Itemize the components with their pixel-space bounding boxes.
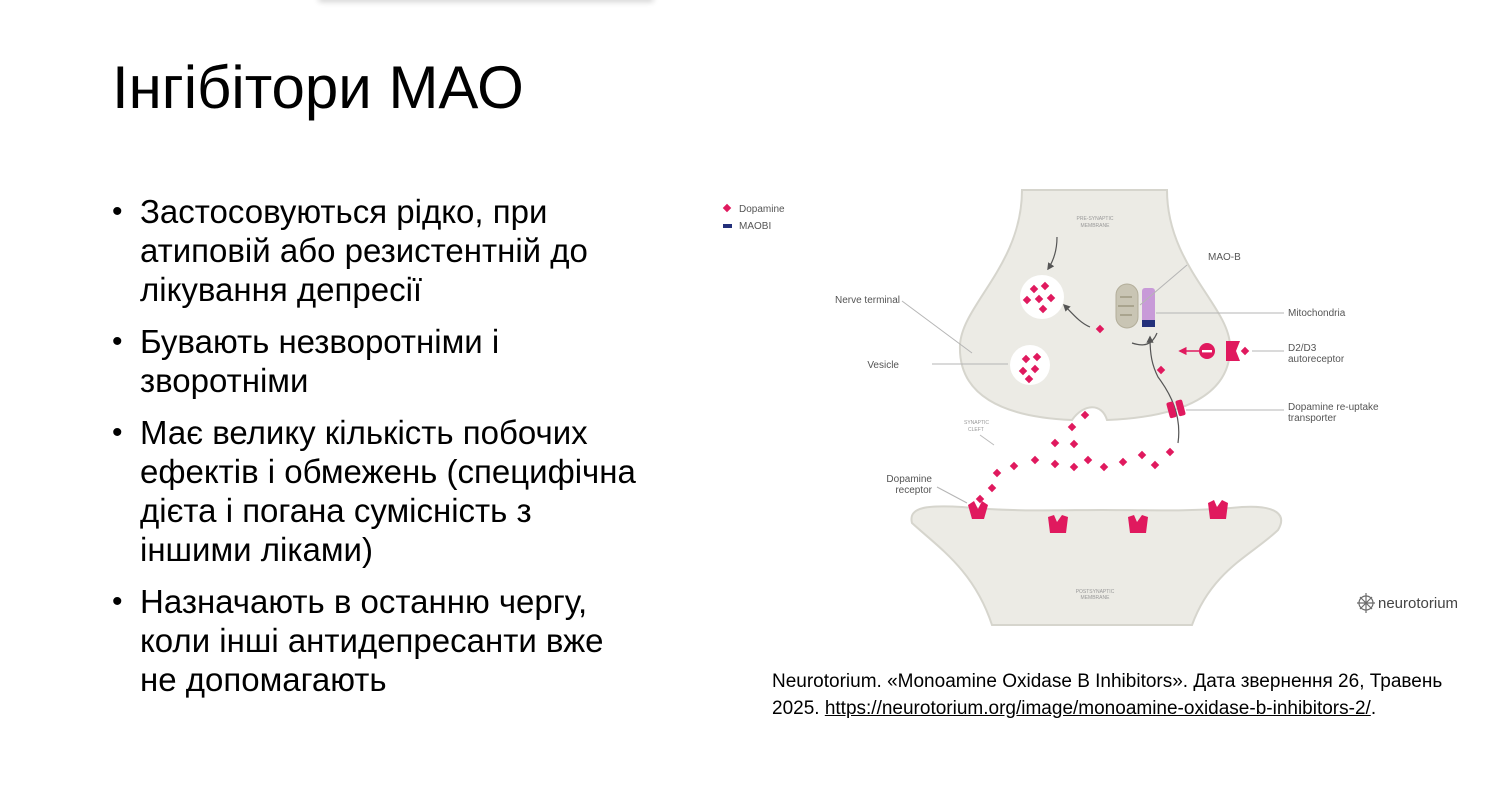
bullet-item [112, 192, 712, 309]
legend-dopamine-label: Dopamine [739, 204, 785, 215]
mao-b-label: MAO-B [1208, 252, 1241, 263]
synaptic-cleft-leader [980, 435, 994, 445]
neurotorium-logo-text: neurotorium [1378, 595, 1459, 612]
bullet-line: ефектів і обмежень (специфічна [140, 453, 636, 490]
bullet-line: дієта і погана сумісність з [140, 492, 532, 529]
citation-year: 2025. [772, 698, 825, 719]
slide-title: Інгібітори МАО [112, 54, 524, 121]
bound-dopamine [1241, 347, 1249, 355]
d2d3-autoreceptor [1226, 341, 1240, 361]
bullet-line: зворотніми [140, 362, 309, 399]
image-citation [772, 668, 1497, 722]
reuptake-label: Dopamine re-uptake [1288, 402, 1379, 413]
citation-link[interactable]: https://neurotorium.org/image/monoamine-oxidase-b-inhibitors-2/ [824, 698, 1371, 719]
bullet-line: Застосовуються рідко, при [140, 193, 548, 230]
dopamine-receptor [1208, 500, 1228, 519]
dopamine-receptor-label: Dopamine [886, 474, 932, 485]
bullet-line: Назначають в останню чергу, [140, 583, 588, 620]
maobi-inhibitor [1142, 320, 1155, 327]
synapse-diagram [712, 185, 1497, 630]
synaptic-cleft-label: CLEFT [968, 427, 984, 433]
bullet-line: Бувають незворотніми і [140, 323, 500, 360]
bullet-dot: • [112, 325, 123, 358]
bullet-item [112, 413, 712, 569]
synaptic-cleft-label: SYNAPTIC [964, 420, 990, 426]
post-synaptic-label: POSTSYNAPTIC [1075, 589, 1115, 595]
citation-end: . [1370, 698, 1377, 719]
nerve-terminal-label: Nerve terminal [834, 295, 900, 306]
neurotorium-logo [1357, 593, 1458, 613]
citation-text: Neurotorium. «Monoamine Oxidase B Inhibitors». Дата звернення 26, Травень [772, 671, 1443, 692]
bullet-list [112, 192, 712, 712]
pre-synaptic-label: PRE-SYNAPTIC [1076, 216, 1114, 222]
d2d3-label: autoreceptor [1288, 354, 1345, 365]
postsynaptic-membrane [911, 506, 1281, 625]
bullet-line: не допомагають [140, 661, 387, 698]
bullet-line: лікування депресії [140, 271, 423, 308]
mitochondria-label: Mitochondria [1288, 308, 1346, 319]
bullet-item [112, 322, 712, 400]
bullet-line: Має велику кількість побочих [140, 414, 588, 451]
legend [723, 204, 785, 232]
bullet-dot: • [112, 195, 123, 228]
maobi-legend-icon [723, 224, 732, 228]
neurotorium-logo-icon [1357, 593, 1375, 613]
bullet-item [112, 582, 712, 699]
bullet-line: іншими ліками) [140, 531, 373, 568]
post-synaptic-label: MEMBRANE [1080, 595, 1110, 601]
pre-synaptic-label: MEMBRANE [1080, 223, 1110, 229]
dopamine-receptor-label: receptor [895, 485, 932, 496]
reuptake-label: transporter [1288, 413, 1337, 424]
bullet-dot: • [112, 585, 123, 618]
vesicle-label: Vesicle [867, 360, 899, 371]
d2d3-label: D2/D3 [1288, 343, 1317, 354]
inhibition-minus [1202, 350, 1212, 352]
bullet-line: коли інші антидепресанти вже [140, 622, 604, 659]
dopamine-legend-icon [723, 204, 731, 212]
bullet-line: атиповій або резистентній до [140, 232, 588, 269]
bullet-dot: • [112, 416, 123, 449]
legend-maobi-label: MAOBI [739, 221, 772, 232]
